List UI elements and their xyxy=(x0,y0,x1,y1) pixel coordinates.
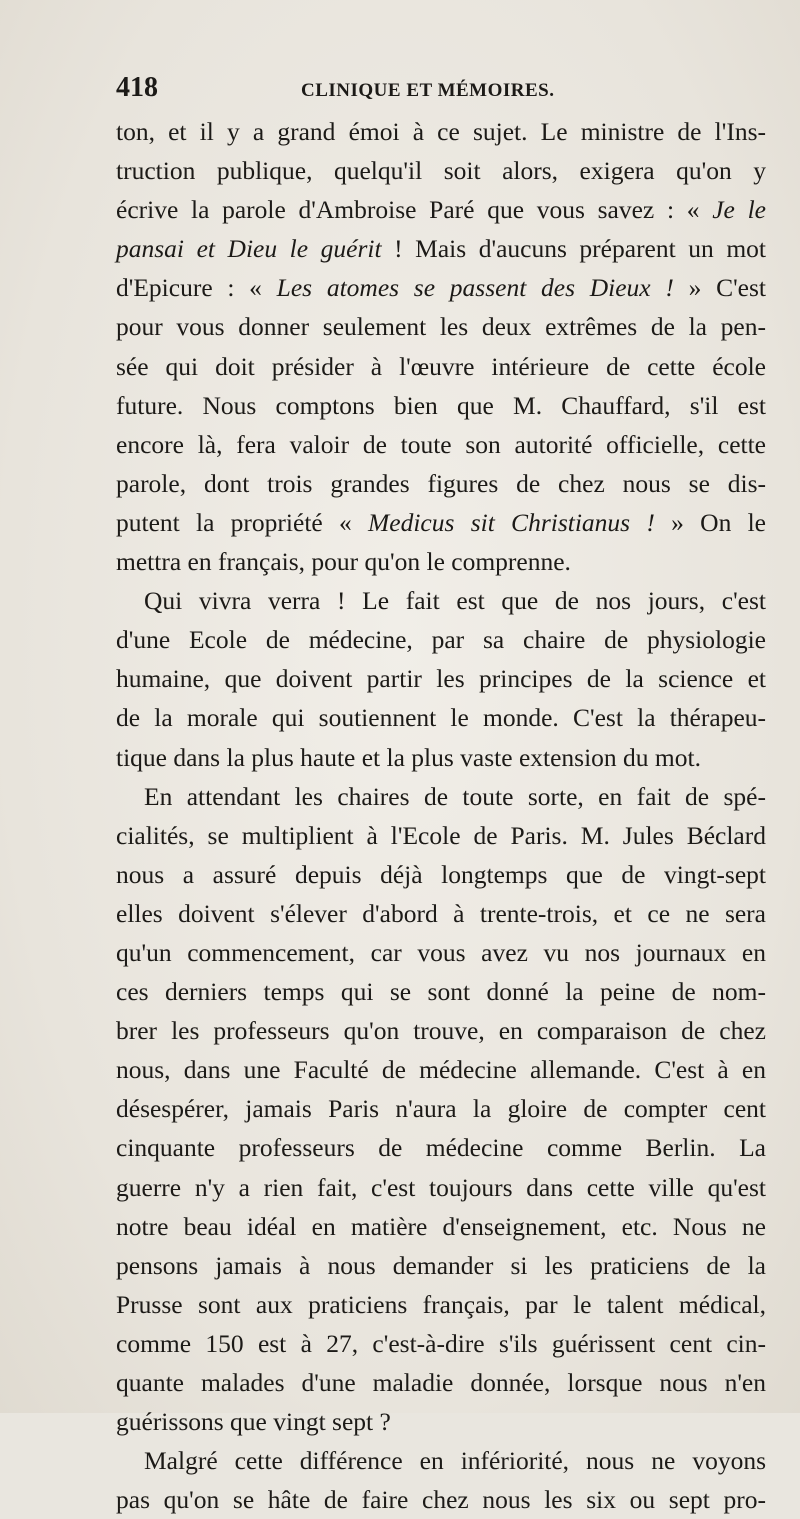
text-line: pensons jamais à nous demander si les praticiens de la xyxy=(116,1250,766,1280)
text-line: Qui vivra verra ! Le fait est que de nos jours, c'est xyxy=(144,586,766,616)
text-line: En attendant les chaires de toute sorte, en fait de spé- xyxy=(144,781,766,811)
text-line xyxy=(116,190,766,229)
text-line: quante malades d'une maladie donnée, lorsque nous n'en xyxy=(116,1368,766,1397)
text-line: parole, dont trois grandes figures de chez nous se dis- xyxy=(116,468,766,498)
text-line: qu'un commencement, car vous avez vu nos journaux en xyxy=(116,937,766,967)
text-line xyxy=(116,229,766,268)
text-line: cinquante professeurs de médecine comme Berlin. La xyxy=(116,1133,766,1163)
text-line: nous, dans une Faculté de médecine allemande. C'est à en xyxy=(116,1055,766,1085)
text-fragment: putent la propriété « xyxy=(116,507,369,537)
text-line: mettra en français, pour qu'on le comprenne. xyxy=(116,547,571,577)
page-header xyxy=(116,72,766,112)
text-line: cialités, se multiplient à l'Ecole de Paris. M. Jules Béclard xyxy=(116,820,766,850)
text-line: brer les professeurs qu'on trouve, en comparaison de chez xyxy=(116,1016,766,1046)
text-line: notre beau idéal en matière d'enseignement, etc. Nous ne xyxy=(116,1211,766,1241)
text-line: nous a assuré depuis déjà longtemps que de vingt-sept xyxy=(116,859,766,889)
text-line: ton, et il y a grand émoi à ce sujet. Le ministre de l'Ins- xyxy=(116,117,766,146)
text-line: future. Nous comptons bien que M. Chauffard, s'il est xyxy=(116,390,766,420)
text-fragment: ! Mais d'aucuns préparent un mot xyxy=(381,234,767,264)
text-line: Malgré cette différence en infériorité, nous ne voyons xyxy=(144,1446,766,1476)
text-line: comme 150 est à 27, c'est-à-dire s'ils guérissent cent cin- xyxy=(116,1328,766,1358)
text-line: sée qui doit présider à l'œuvre intérieure de cette école xyxy=(116,351,766,381)
running-head: CLINIQUE ET MÉMOIRES. xyxy=(301,80,555,101)
text-line: guérissons que vingt sept ? xyxy=(116,1407,391,1437)
text-line: truction publique, quelqu'il soit alors, exigera qu'on y xyxy=(116,156,766,186)
text-fragment: d'Epicure : « xyxy=(116,273,277,303)
text-fragment: » C'est xyxy=(673,273,767,303)
text-line: Prusse sont aux praticiens français, par le talent médical, xyxy=(116,1289,766,1319)
text-line: pas qu'on se hâte de faire chez nous les six ou sept pro- xyxy=(116,1485,766,1515)
text-line: guerre n'y a rien fait, c'est toujours dans cette ville qu'est xyxy=(116,1172,766,1202)
text-line: pour vous donner seulement les deux extrêmes de la pen- xyxy=(116,312,766,342)
text-line xyxy=(116,503,766,542)
text-line: encore là, fera valoir de toute son autorité officielle, cette xyxy=(116,429,766,459)
italic-quote: Medicus sit Christianus ! xyxy=(368,507,655,537)
text-line xyxy=(116,268,766,307)
page-number: 418 xyxy=(116,72,158,103)
italic-quote: Je le xyxy=(712,195,766,225)
text-line: humaine, que doivent partir les principes de la science et xyxy=(116,664,766,694)
body-text xyxy=(116,112,766,1519)
text-line: tique dans la plus haute et la plus vaste extension du mot. xyxy=(116,742,701,772)
text-line: de la morale qui soutiennent le monde. C'est la thérapeu- xyxy=(116,703,766,733)
text-fragment: » On le xyxy=(654,507,766,537)
italic-quote: Les atomes se passent des Dieux ! xyxy=(276,273,674,303)
text-fragment: écrive la parole d'Ambroise Paré que vous savez : « xyxy=(116,195,713,225)
italic-quote: pansai et Dieu le guérit xyxy=(116,234,382,264)
text-line: ces derniers temps qui se sont donné la peine de nom- xyxy=(116,977,766,1007)
text-line: désespérer, jamais Paris n'aura la gloire de compter cent xyxy=(116,1094,766,1124)
text-line: d'une Ecole de médecine, par sa chaire de physiologie xyxy=(116,625,766,655)
text-line: elles doivent s'élever d'abord à trente-trois, et ce ne sera xyxy=(116,898,766,928)
